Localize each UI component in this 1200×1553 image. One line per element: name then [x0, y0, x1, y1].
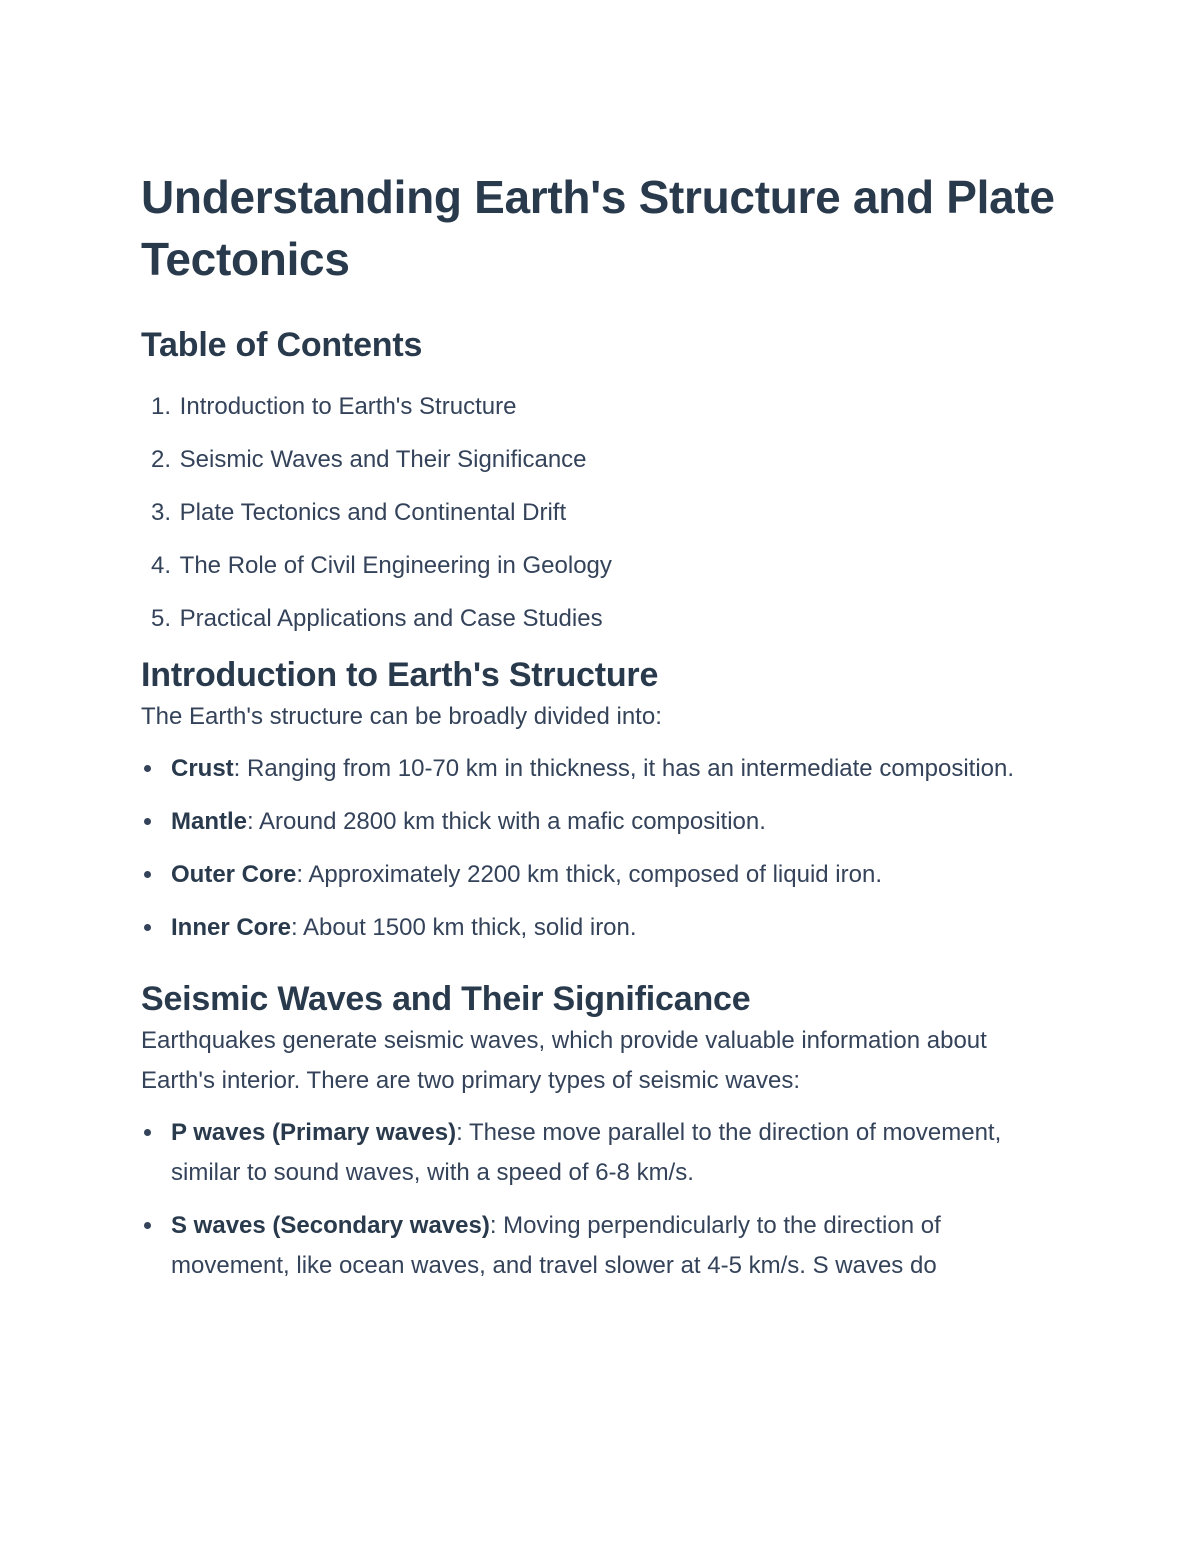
- toc-item-label: The Role of Civil Engineering in Geology: [179, 552, 612, 579]
- earth-layers-list: [141, 749, 1060, 948]
- toc-item-number: 2.: [150, 446, 171, 473]
- toc-item-number: 1.: [150, 393, 171, 420]
- toc-item-label: Seismic Waves and Their Significance: [179, 446, 587, 473]
- list-item: [141, 1113, 1060, 1193]
- toc-item-number: 3.: [150, 499, 171, 526]
- layer-term: Inner Core: [171, 914, 292, 941]
- table-of-contents: [141, 391, 1060, 635]
- wave-description: : These move parallel to the direction of movement, similar to sound waves, with a speed of 6-8 km/s.: [171, 1119, 1002, 1186]
- layer-term: Mantle: [171, 808, 248, 835]
- list-item: [141, 802, 1060, 842]
- intro-lead-paragraph: The Earth's structure can be broadly divided into:: [141, 703, 662, 730]
- layer-term: Crust: [171, 755, 234, 782]
- list-item: [141, 855, 1060, 895]
- seismic-lead-paragraph: Earthquakes generate seismic waves, which provide valuable information about Earth's interior. There are two primary types of seismic waves:: [141, 1027, 987, 1094]
- wave-term: S waves (Secondary waves): [171, 1212, 490, 1239]
- toc-item[interactable]: [141, 497, 1060, 529]
- wave-description: : Moving perpendicularly to the direction of movement, like ocean waves, and travel slower at 4-5 km/s. S waves do: [171, 1212, 941, 1279]
- toc-item[interactable]: [141, 603, 1060, 635]
- layer-description: : Ranging from 10-70 km in thickness, it has an intermediate composition.: [233, 755, 1015, 782]
- toc-heading: Table of Contents: [141, 326, 423, 364]
- document-title: Understanding Earth's Structure and Plate Tectonics: [141, 171, 1055, 285]
- layer-term: Outer Core: [171, 861, 297, 888]
- layer-description: : Approximately 2200 km thick, composed of liquid iron.: [296, 861, 882, 888]
- toc-item-label: Introduction to Earth's Structure: [179, 393, 517, 420]
- list-item: [141, 749, 1060, 789]
- seismic-waves-list: [141, 1113, 1060, 1286]
- list-item: [141, 1206, 1060, 1286]
- layer-description: : Around 2800 km thick with a mafic composition.: [247, 808, 766, 835]
- bullet-icon: [144, 1222, 151, 1229]
- section-heading-seismic: Seismic Waves and Their Significance: [141, 980, 751, 1018]
- layer-description: : About 1500 km thick, solid iron.: [291, 914, 637, 941]
- toc-item-label: Practical Applications and Case Studies: [179, 605, 603, 632]
- toc-item-number: 4.: [150, 552, 171, 579]
- bullet-icon: [144, 1129, 151, 1136]
- wave-term: P waves (Primary waves): [171, 1119, 457, 1146]
- toc-item[interactable]: [141, 391, 1060, 423]
- toc-item-number: 5.: [150, 605, 171, 632]
- toc-item-label: Plate Tectonics and Continental Drift: [179, 499, 567, 526]
- bullet-icon: [144, 924, 151, 931]
- list-item: [141, 908, 1060, 948]
- section-heading-intro: Introduction to Earth's Structure: [141, 656, 659, 694]
- bullet-icon: [144, 818, 151, 825]
- toc-item[interactable]: [141, 444, 1060, 476]
- bullet-icon: [144, 871, 151, 878]
- bullet-icon: [144, 765, 151, 772]
- toc-item[interactable]: [141, 550, 1060, 582]
